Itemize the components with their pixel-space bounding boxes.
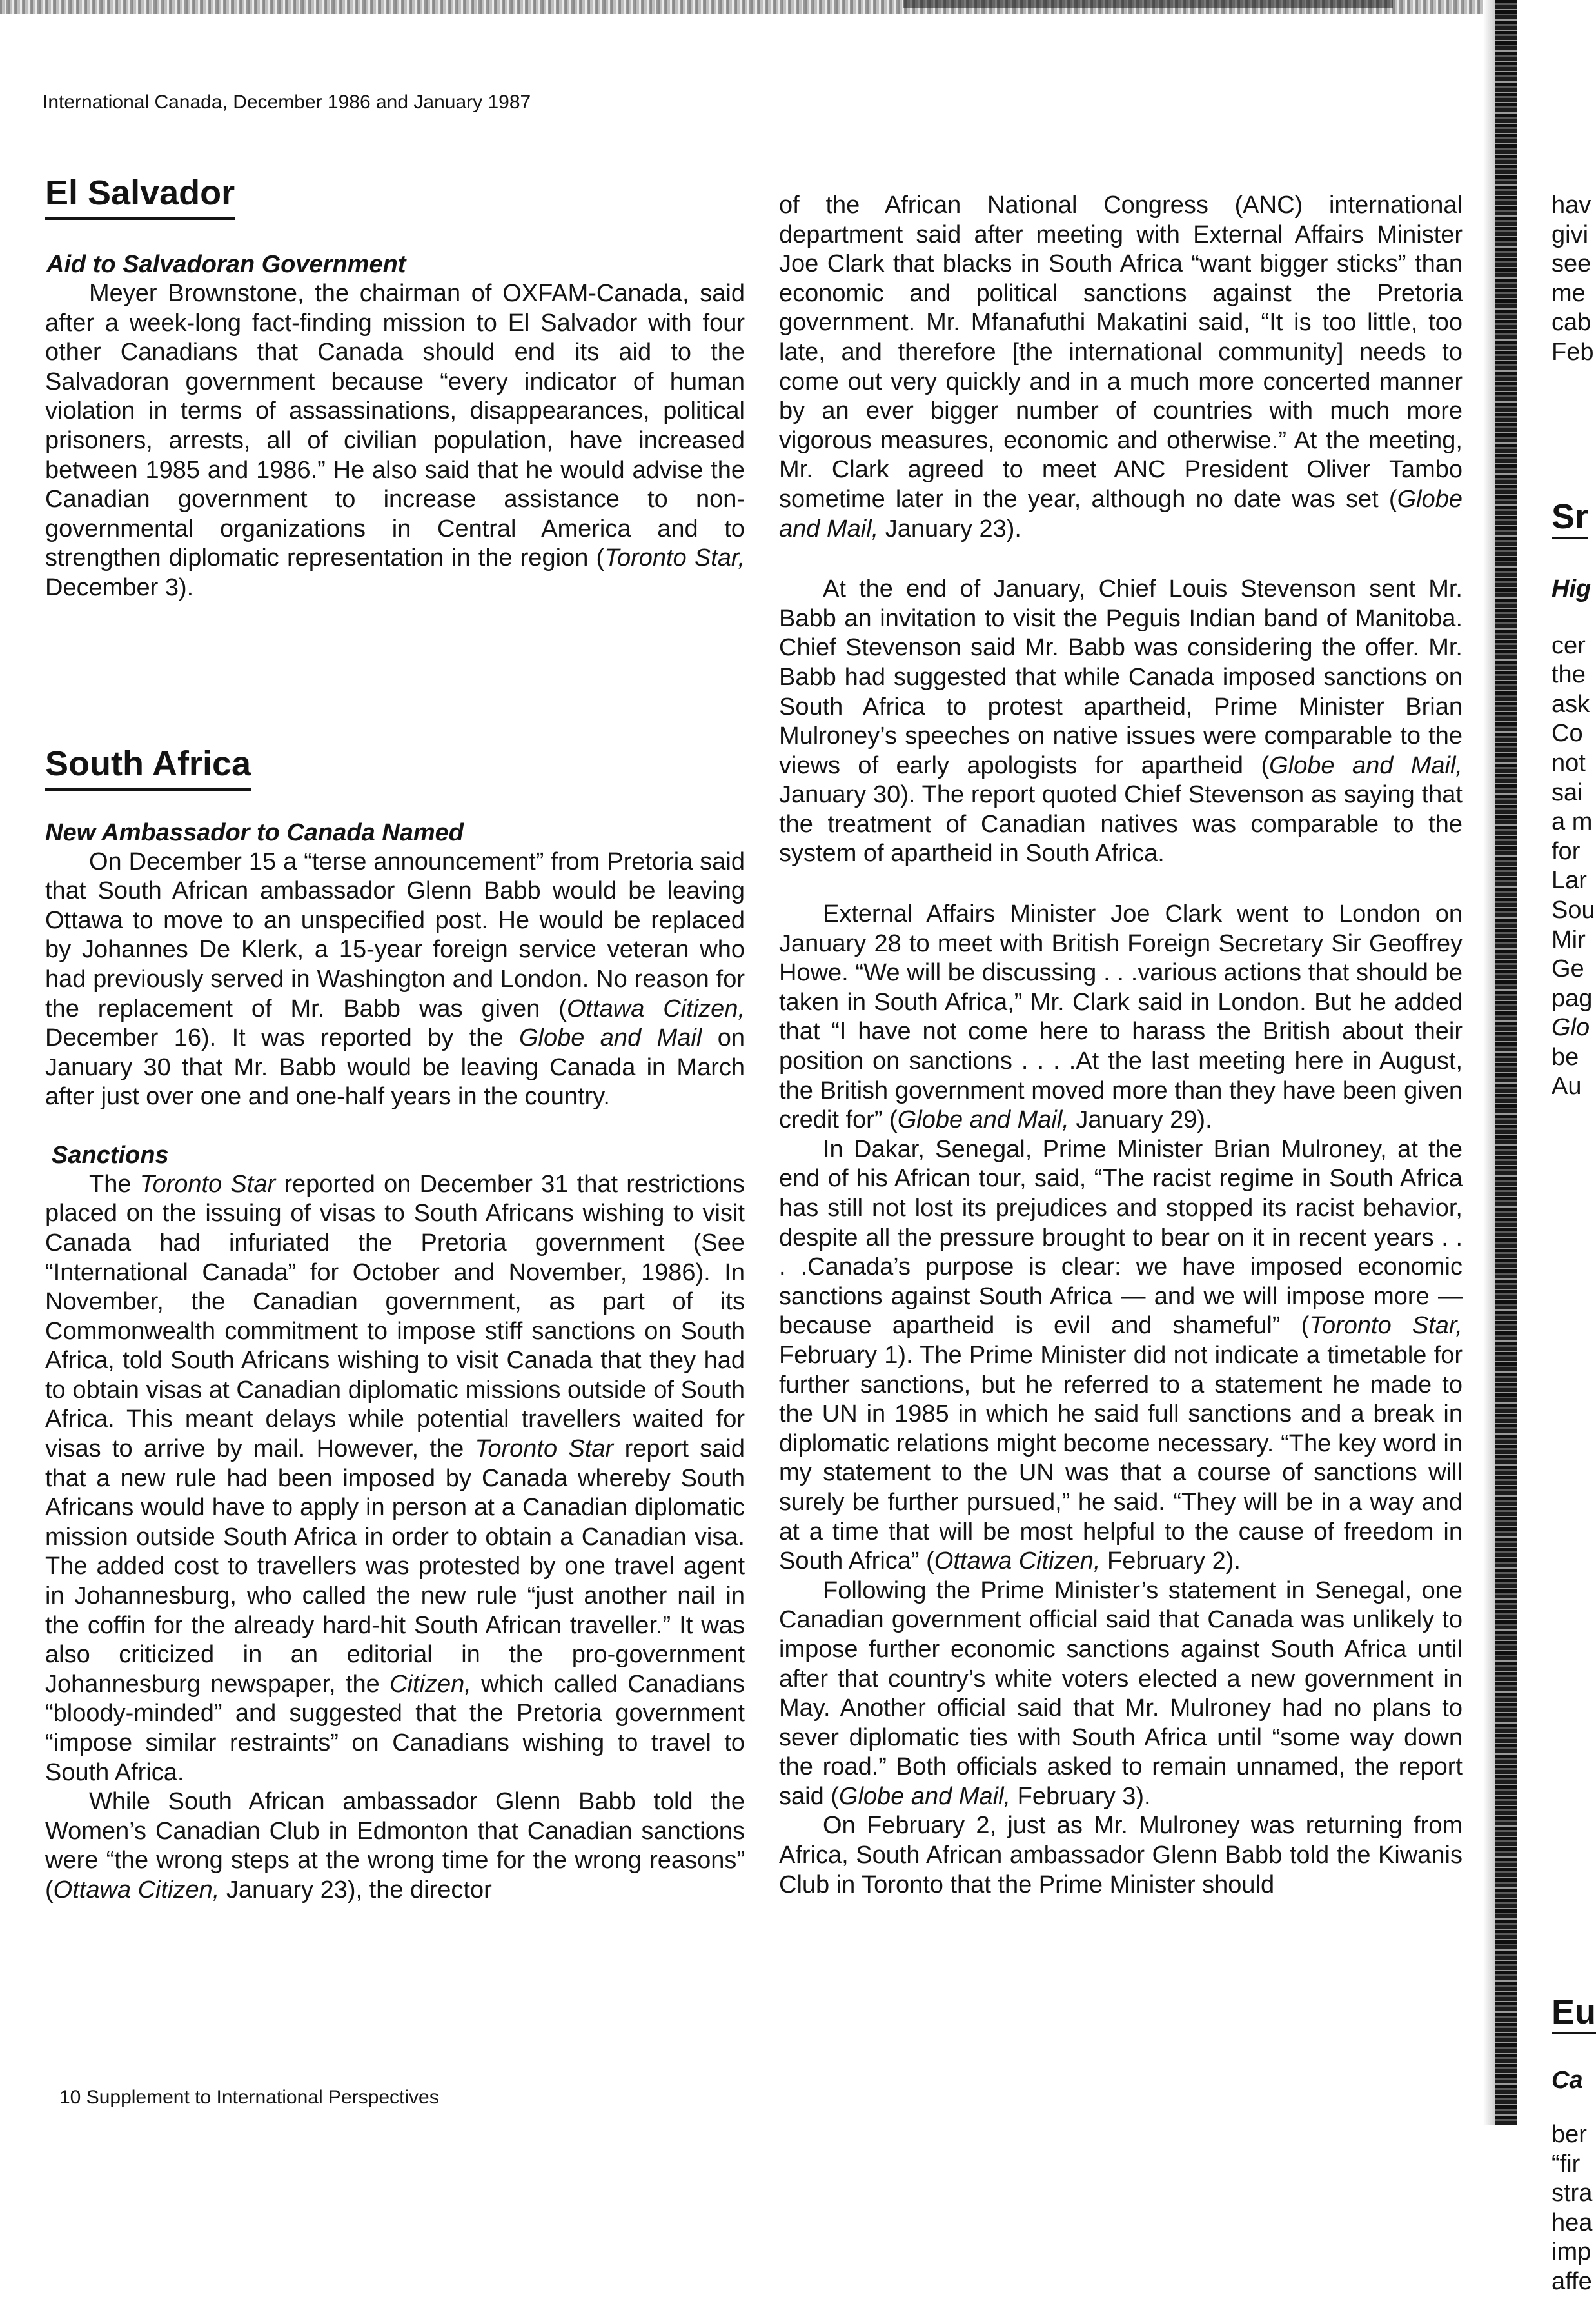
paragraph-clark-london: External Affairs Minister Joe Clark went to London on January 28 to meet with British Foreign Secretary Sir Geoffrey Howe. “We will be discussing . . .various actions that should be taken in South Africa,” Mr. Clark said in London. But he added that “I have not come here to harass the British about their position on sanctions . . . .At the last meeting here in August, the British government moved more than they have been given credit for” (Globe and Mail, January 29). xyxy=(779,900,1463,1134)
fragment-line: ber xyxy=(1552,2121,1587,2149)
subheading-sanctions: Sanctions xyxy=(52,1142,169,1169)
fragment-subheading: Ca xyxy=(1552,2067,1583,2094)
fragment-line: me xyxy=(1552,279,1586,307)
citation: Globe and Mail xyxy=(518,1024,702,1052)
column-middle xyxy=(779,191,1463,1900)
fragment-line: not xyxy=(1552,749,1586,777)
binding-gutter xyxy=(1495,0,1517,2125)
citation: Globe and Mail, xyxy=(779,485,1463,542)
subheading-new-ambassador: New Ambassador to Canada Named xyxy=(45,819,464,846)
citation: Toronto Star xyxy=(139,1170,276,1198)
section-heading-south-africa: South Africa xyxy=(45,745,251,791)
paragraph-anc: of the African National Congress (ANC) international department said after meeting with External Affairs Minister Joe Clark that blacks in South Africa “want bigger sticks” than economic and political sanctions against the Pretoria government. Mr. Mfanafuthi Makatini said, “It is too little, too late, and therefore [the international community] needs to come out very quickly and in a much more concerted manner by an ever bigger number of countries with much more vigorous measures, economic and otherwise.” At the meeting, Mr. Clark agreed to meet ANC President Oliver Tambo sometime later in the year, although no date was set (Globe and Mail, January 23). xyxy=(779,192,1463,542)
fragment-line: imp xyxy=(1552,2238,1591,2266)
fragment-line: pag xyxy=(1552,984,1593,1012)
column-right-clipped xyxy=(1552,191,1596,2297)
paragraph-brownstone: Meyer Brownstone, the chairman of OXFAM-Canada, said after a week-long fact-finding mission to El Salvador with four other Canadians that Canada should end its aid to the Salvadoran government because “every indicator of human violation in terms of assassinations, disappearances, political prisoners, arrests, all of civilian population, have increased between 1985 and 1986.” He also said that he would advise the Canadian government to increase assistance to non-governmental organizations in Central America and to strengthen diplomatic representation in the region (Toronto Star, December 3). xyxy=(45,280,745,602)
citation: Globe and Mail, xyxy=(1269,751,1463,779)
fragment-line: hea xyxy=(1552,2209,1593,2236)
running-head: International Canada, December 1986 and January 1987 xyxy=(43,92,531,113)
fragment-line: stra xyxy=(1552,2180,1593,2207)
citation: Globe and Mail, xyxy=(838,1782,1011,1810)
citation: Toronto Star xyxy=(475,1435,614,1463)
fragment-line: Feb xyxy=(1552,338,1594,366)
scan-edge-top-dark xyxy=(903,0,1393,8)
paragraph-further-sanctions: Following the Prime Minister’s statement in Senegal, one Canadian government official said that Canada was unlikely to impose further economic sanctions against South Africa until after that country’s white voters elected a new government in May. Another official said that Mr. Mulroney had no plans to sever diplomatic ties with South Africa until “some way down the road.” Both officials asked to remain unnamed, the report said (Globe and Mail, February 3). xyxy=(779,1576,1463,1810)
fragment-line: Sou xyxy=(1552,896,1595,924)
fragment-line: ask xyxy=(1552,690,1590,718)
paragraph-kiwanis: On February 2, just as Mr. Mulroney was returning from Africa, South African ambassador Glenn Babb told the Kiwanis Club in Toronto that the Prime Minister should xyxy=(779,1812,1463,1898)
fragment-line: Ge xyxy=(1552,955,1584,983)
fragment-line: sai xyxy=(1552,779,1583,806)
citation: Citizen, xyxy=(389,1670,471,1698)
fragment-line: a m xyxy=(1552,808,1593,836)
fragment-line: affe xyxy=(1552,2268,1592,2296)
fragment-line: see xyxy=(1552,250,1591,278)
fragment-line: Glo xyxy=(1552,1014,1590,1042)
fragment-line: cer xyxy=(1552,631,1586,659)
fragment-line: Co xyxy=(1552,720,1583,748)
fragment-line: be xyxy=(1552,1043,1579,1071)
paragraph-ambassador: On December 15 a “terse announcement” from Pretoria said that South African ambassador Glenn Babb would be leaving Ottawa to move to an unspecified post. He would be replaced by Johannes De Klerk, a 15-year foreign service veteran who had previously served in Washington and London. No reason for the replacement of Mr. Babb was given (Ottawa Citizen, December 16). It was reported by the Globe and Mail on January 30 that Mr. Babb would be leaving Canada in March after just over one and one-half years in the country. xyxy=(45,848,745,1111)
section-south-africa xyxy=(45,745,745,1905)
fragment-line: “fir xyxy=(1552,2150,1581,2178)
paragraph-dakar: In Dakar, Senegal, Prime Minister Brian Mulroney, at the end of his African tour, said, “The racist regime in South Africa has still not lost its prejudices and stopped its racist behavior, despite all the pressure brought to bear on it in recent years . . . .Canada’s purpose is clear: we have imposed economic sanctions against South Africa — and we will impose more — because apartheid is evil and shameful” (Toronto Star, February 1). The Prime Minister did not indicate a timetable for further sanctions, but he referred to a statement he made to the UN in 1985 in which he said full sanctions and a break in diplomatic relations might become necessary. “The key word in my statement to the UN was that a course of sanctions will surely be further pursued,” he said. “They will be in a way and at a time that will be most helpful to the cause of freedom in South Africa” (Ottawa Citizen, February 2). xyxy=(779,1135,1463,1575)
fragment-line: hav xyxy=(1552,192,1591,219)
fragment-line: cab xyxy=(1552,309,1591,337)
fragment-line: the xyxy=(1552,661,1586,689)
citation: Toronto Star, xyxy=(604,544,745,572)
paragraph-peguis: At the end of January, Chief Louis Stevenson sent Mr. Babb an invitation to visit the Peguis Indian band of Manitoba. Chief Stevenson said Mr. Babb was considering the offer. Mr. Babb had suggested that while Canada imposed sanctions on South Africa to protest apartheid, Prime Minister Brian Mulroney’s speeches on native issues were comparable to the views of early apologists for apartheid (Globe and Mail, January 30). The report quoted Chief Stevenson as saying that the treatment of Canadian natives was comparable to the system of apartheid in South Africa. xyxy=(779,575,1463,868)
section-el-salvador xyxy=(45,174,745,603)
page-footer: 10 Supplement to International Perspectives xyxy=(59,2087,439,2108)
section-heading-el-salvador: El Salvador xyxy=(45,174,235,220)
fragment-subheading: Hig xyxy=(1552,575,1591,602)
fragment-line: givi xyxy=(1552,221,1589,248)
subheading-aid-salvadoran: Aid to Salvadoran Government xyxy=(46,251,406,279)
citation: Ottawa Citizen, xyxy=(53,1876,220,1904)
citation: Ottawa Citizen, xyxy=(566,995,745,1022)
fragment-line: Lar xyxy=(1552,867,1587,895)
citation: Globe and Mail, xyxy=(897,1106,1069,1134)
page-gutter-shadow xyxy=(1483,0,1495,2125)
fragment-line: Mir xyxy=(1552,926,1586,953)
column-left xyxy=(45,174,745,1905)
fragment-heading: Sr xyxy=(1552,497,1588,539)
fragment-line: for xyxy=(1552,837,1581,865)
fragment-heading: Eu xyxy=(1552,1992,1596,2034)
paragraph-babb-edmonton: While South African ambassador Glenn Babb told the Women’s Canadian Club in Edmonton that Canadian sanctions were “the wrong steps at the wrong time for the wrong reasons” (Ottawa Citizen, January 23), the director xyxy=(45,1788,745,1904)
paragraph-visas: The Toronto Star reported on December 31 that restrictions placed on the issuing of visas to South Africans wishing to visit Canada had infuriated the Pretoria government (See “International Canada” for October and November, 1986). In November, the Canadian government, as part of its Commonwealth commitment to impose stiff sanctions on South Africa, told South Africans wishing to visit Canada that they had to obtain visas at Canadian diplomatic missions outside of South Africa. This meant delays while potential travellers waited for visas to arrive by mail. However, the Toronto Star report said that a new rule had been imposed by Canada whereby South Africans would have to apply in person at a Canadian diplomatic mission outside South Africa in order to obtain a Canadian visa. The added cost to travellers was protested by one travel agent in Johannesburg, who called the new rule “just another nail in the coffin for the already hard-hit South African traveller.” It was also criticized in an editorial in the pro-government Johannesburg newspaper, the Citizen, which called Canadians “bloody-minded” and suggested that the Pretoria government “impose similar restraints” on Canadians wishing to travel to South Africa. xyxy=(45,1170,745,1786)
fragment-line: Au xyxy=(1552,1073,1582,1100)
citation: Toronto Star, xyxy=(1309,1312,1463,1340)
citation: Ottawa Citizen, xyxy=(934,1547,1101,1575)
